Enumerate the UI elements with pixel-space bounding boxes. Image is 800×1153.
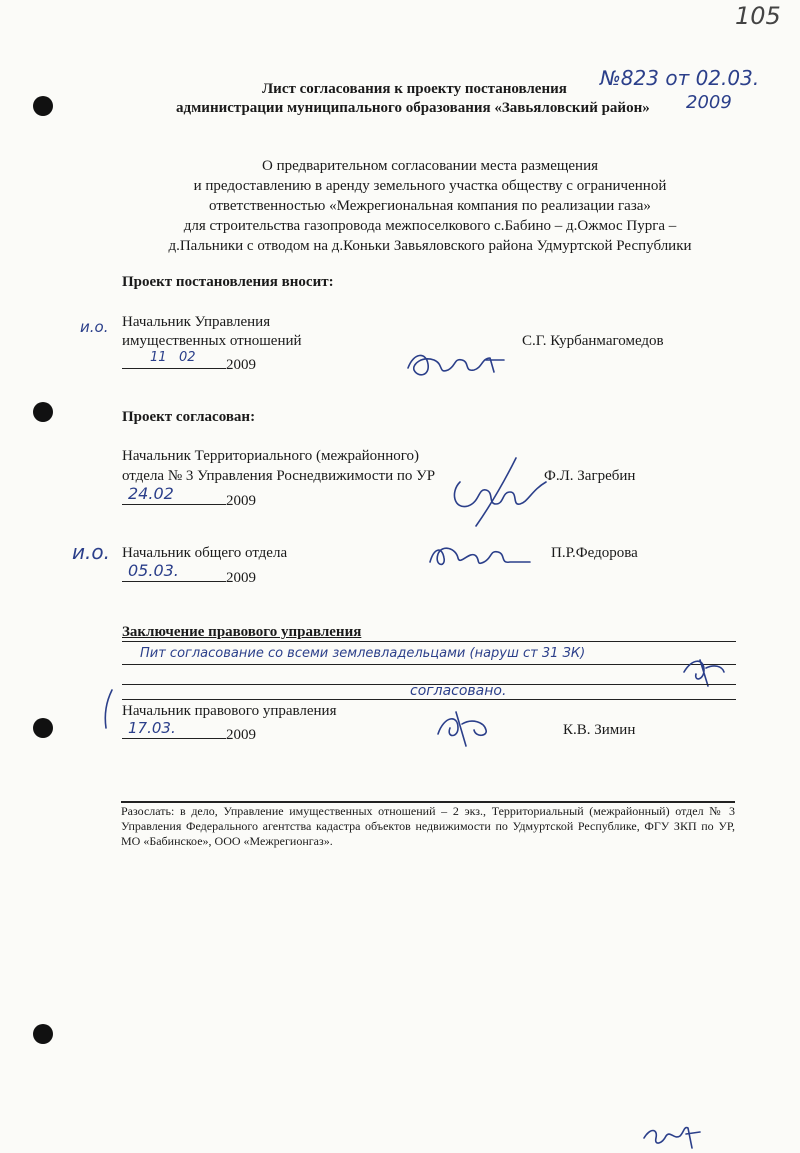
margin-mark <box>100 688 116 732</box>
date-year: 2009 <box>226 493 256 509</box>
divider <box>122 641 736 642</box>
legal-date <box>122 721 256 744</box>
legal-handwritten-approved: согласовано. <box>410 683 507 699</box>
divider <box>121 801 735 803</box>
date-value: 24.02 <box>128 484 174 503</box>
agreed-heading: Проект согласован: <box>122 409 256 425</box>
signature <box>434 708 490 748</box>
legal-position: Начальник правового управления <box>122 703 337 719</box>
handwritten-decree-year: 2009 <box>686 92 732 113</box>
subject-line: О предварительном согласовании места размещения <box>261 158 599 174</box>
date-year: 2009 <box>226 570 256 586</box>
distribution-list: Разослать: в дело, Управление имущественных отношений – 2 экз., Территориальный (межрайонный) отдел № 3 Управления Федерального агентства кадастра объектов недвижимости по Удмуртской Республике, ФГУ ЗКП по УР, МО «Бабинское», ООО «Межрегионгаз». <box>121 804 735 848</box>
handwritten-acting-prefix: и.о. <box>80 318 109 336</box>
agreer1-position-line-1: Начальник Территориального (межрайонного) <box>122 448 419 464</box>
date-day: 11 <box>150 350 167 365</box>
punch-hole <box>33 96 53 116</box>
handwritten-acting-prefix: и.о. <box>72 540 110 564</box>
handwritten-decree-number: №823 от 02.03. <box>600 66 760 90</box>
agreer1-date <box>122 484 256 510</box>
signature <box>426 540 536 570</box>
submitted-heading: Проект постановления вносит: <box>122 274 334 290</box>
signature <box>404 346 514 386</box>
legal-name: К.В. Зимин <box>563 722 636 738</box>
date-month: 02 <box>178 350 196 365</box>
date-value: 05.03. <box>128 561 179 580</box>
submitter-name: С.Г. Курбанмагомедов <box>522 333 664 349</box>
subject-block <box>100 156 760 256</box>
corner-signature <box>640 1118 704 1150</box>
page-number: 105 <box>735 2 781 30</box>
subject-line: для строительства газопровода межпоселкового с.Бабино – д.Ожмос Пурга – <box>183 218 677 234</box>
punch-hole <box>33 402 53 422</box>
agreer2-date <box>122 561 256 587</box>
subject-line: ответственностью «Межрегиональная компания по реализации газа» <box>209 198 651 214</box>
subject-line: д.Пальники с отводом на д.Коньки Завьяловского района Удмуртской Республики <box>168 238 692 254</box>
legal-handwritten-remark: Пит согласование со всеми землевладельцами (наруш ст 31 ЗК) <box>140 646 586 661</box>
date-year: 2009 <box>226 727 256 743</box>
subject-line: и предоставлению в аренду земельного участка обществу с ограниченной <box>193 178 667 194</box>
agreer2-position: Начальник общего отдела <box>122 545 288 561</box>
legal-heading: Заключение правового управления <box>122 624 362 640</box>
header-line-1: Лист согласования к проекту постановления <box>262 81 567 97</box>
punch-hole <box>33 718 53 738</box>
date-year: 2009 <box>226 357 256 373</box>
submitter-position-line-1: Начальник Управления <box>122 314 271 330</box>
agreer2-name: П.Р.Федорова <box>551 545 638 561</box>
header-line-2: администрации муниципального образования «Завьяловский район» <box>176 100 650 116</box>
divider <box>122 664 736 665</box>
submitter-position-line-2: имущественных отношений <box>122 333 302 349</box>
signature <box>420 452 550 532</box>
submitter-date <box>122 351 256 374</box>
divider <box>122 699 736 700</box>
date-value: 17.03. <box>128 719 176 737</box>
agreer1-position-line-2: отдела № 3 Управления Роснедвижимости по УР <box>122 468 436 484</box>
agreer1-name: Ф.Л. Загребин <box>544 468 636 484</box>
punch-hole <box>33 1024 53 1044</box>
